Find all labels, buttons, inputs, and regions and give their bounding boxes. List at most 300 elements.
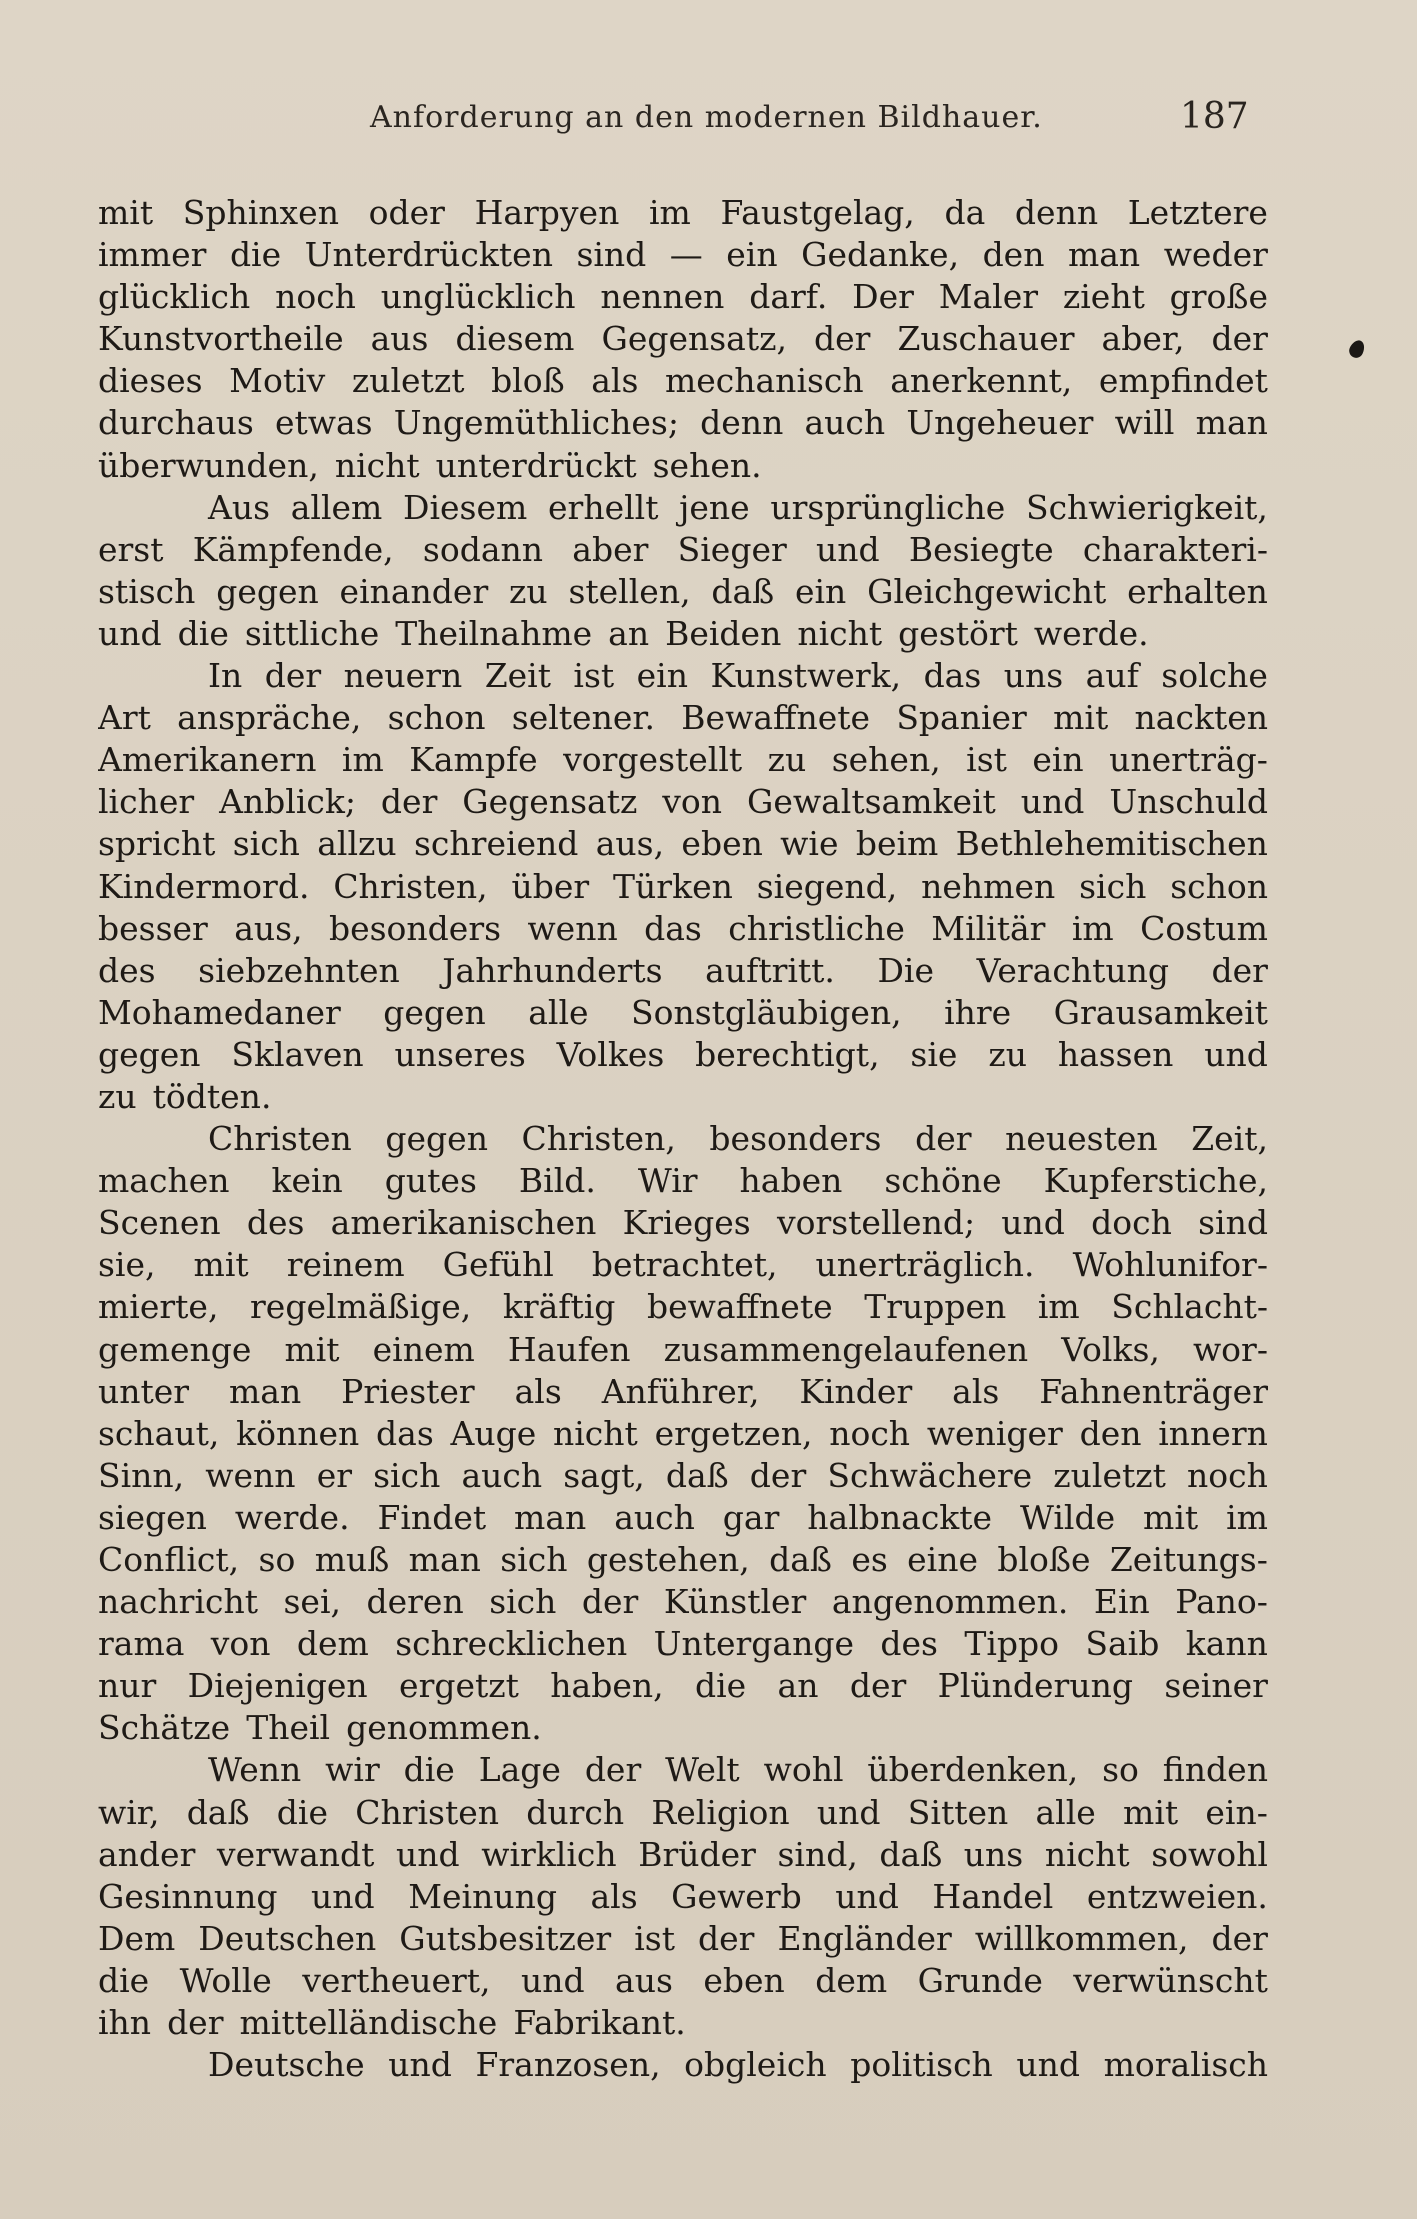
word: alle — [1035, 1792, 1096, 1832]
word: wenn — [527, 908, 618, 948]
word: bloße — [997, 1540, 1091, 1579]
text-line — [98, 1160, 1268, 1202]
word: Sieger — [677, 529, 787, 569]
word: Christen, — [521, 1119, 676, 1159]
text-line — [98, 1876, 1268, 1918]
word: sich — [373, 1455, 441, 1495]
word: neuesten — [1005, 1119, 1158, 1159]
word: daß — [665, 1455, 729, 1495]
word: ist — [573, 656, 615, 696]
word: Künstler — [663, 1582, 807, 1622]
word: und — [1001, 1203, 1065, 1243]
word: das — [923, 656, 982, 696]
word: mierte, — [98, 1287, 219, 1327]
text-line — [98, 823, 1268, 865]
word: Mohamedaner — [98, 992, 341, 1032]
word: siegen — [98, 1497, 207, 1537]
word: Sphinxen — [182, 193, 339, 232]
word: Ungemüthliches; — [393, 403, 679, 443]
word: gegen — [385, 1119, 488, 1159]
word: machen — [98, 1161, 230, 1201]
word: charakteri- — [1082, 529, 1268, 569]
word: das — [376, 1413, 434, 1453]
word: ander — [98, 1834, 196, 1874]
text-line — [98, 1665, 1268, 1707]
word: alle — [528, 992, 589, 1032]
word: mit — [1143, 1497, 1199, 1537]
word: zu — [767, 740, 807, 780]
word: Gedanke, — [801, 235, 960, 275]
word: Theilnahme — [395, 613, 593, 653]
text-line — [98, 1371, 1268, 1413]
text-line — [98, 1918, 1268, 1960]
word: zuletzt — [1053, 1455, 1166, 1495]
word: Beiden — [665, 613, 782, 653]
word: daß — [879, 1834, 943, 1874]
word: einander — [339, 571, 489, 611]
word: mit — [284, 1329, 340, 1369]
word: ist — [966, 740, 1007, 780]
running-head: Anforderung an den modernen Bildhauer. — [370, 100, 1043, 135]
text-line — [98, 1497, 1268, 1539]
word: Fahnenträger — [1039, 1371, 1268, 1411]
word: innern — [1158, 1413, 1268, 1453]
word: noch — [275, 277, 356, 317]
ink-blot — [1347, 338, 1367, 360]
word: Ein — [1093, 1582, 1150, 1622]
word: Saib — [1085, 1624, 1160, 1664]
word: sich — [232, 824, 300, 864]
word: erst — [98, 529, 164, 569]
text-line — [98, 1202, 1268, 1244]
word: Auge — [450, 1413, 537, 1453]
text-line — [98, 992, 1268, 1034]
word: Conflict, — [98, 1540, 240, 1579]
word: die — [177, 613, 229, 653]
word: mit — [98, 193, 154, 232]
word: Fabrikant. — [513, 2003, 686, 2043]
word: Engländer — [777, 1918, 952, 1958]
text-line — [98, 1329, 1268, 1371]
word: ihn — [98, 2003, 152, 2043]
word: Motiv — [229, 361, 326, 401]
word: über — [511, 866, 590, 906]
text-line — [98, 1455, 1268, 1497]
word: auch — [461, 1455, 543, 1495]
word: daß — [711, 571, 775, 611]
word: eben — [681, 824, 763, 864]
word: wenn — [205, 1455, 296, 1495]
word: weder — [1163, 235, 1268, 275]
word: Anführer, — [601, 1371, 760, 1411]
word: Sklaven — [231, 1034, 364, 1074]
word: im — [649, 193, 691, 232]
word: christliche — [728, 908, 905, 948]
word: Costum — [1140, 908, 1268, 948]
word: der — [749, 1455, 807, 1495]
word: sei, — [283, 1582, 341, 1622]
word: kein — [271, 1161, 343, 1201]
word: schöne — [884, 1161, 1002, 1201]
word: Zeit — [484, 656, 551, 696]
word: Tippo — [964, 1624, 1060, 1664]
word: Zeitungs- — [1109, 1540, 1268, 1579]
word: ein — [1032, 740, 1084, 780]
word: Plünderung — [937, 1666, 1133, 1706]
word: unterdrückt — [435, 445, 637, 485]
word: zu — [988, 1034, 1027, 1074]
word: vorstellend; — [776, 1203, 976, 1243]
word: große — [1169, 277, 1268, 317]
word: und — [311, 1876, 375, 1916]
word: gestehen, — [586, 1540, 750, 1579]
word: zu — [509, 571, 548, 611]
word: Untergange — [653, 1624, 855, 1664]
word: Kinder — [799, 1371, 913, 1411]
word: betrachtet, — [591, 1245, 778, 1285]
text-line — [98, 318, 1268, 360]
word: obgleich — [684, 2045, 827, 2085]
word: unter — [98, 1371, 190, 1411]
word: schreiend — [414, 824, 579, 864]
text-line — [98, 908, 1268, 950]
word: Amerikanern — [98, 740, 317, 780]
word: spricht — [98, 824, 216, 864]
word: Kindermord. — [98, 866, 310, 906]
word: der — [697, 1918, 755, 1958]
word: gemenge — [98, 1329, 252, 1369]
word: nicht — [1044, 1834, 1130, 1874]
text-line — [98, 487, 1268, 529]
text-line — [98, 1118, 1268, 1160]
word: Wenn — [208, 1750, 302, 1790]
word: nur — [98, 1666, 157, 1706]
word: muß — [314, 1540, 390, 1579]
word: Kupferstiche, — [1043, 1161, 1268, 1201]
word: den — [1079, 1413, 1142, 1453]
word: nachricht — [98, 1582, 258, 1622]
word: Schwächere — [827, 1455, 1033, 1495]
word: mechanisch — [664, 361, 864, 401]
word: Wilde — [1020, 1497, 1116, 1537]
word: bewaffnete — [647, 1287, 833, 1327]
word: schon — [387, 698, 486, 738]
word: zusammengelaufenen — [663, 1329, 1029, 1369]
text-line — [98, 655, 1268, 697]
word: im — [1226, 1497, 1268, 1537]
text-line — [98, 781, 1268, 823]
word: gar — [722, 1497, 780, 1537]
word: Diejenigen — [187, 1666, 368, 1706]
word: kräftig — [502, 1287, 616, 1327]
word: stisch — [98, 571, 196, 611]
word: will — [1114, 403, 1175, 443]
word: nicht — [553, 1413, 638, 1453]
word: aus, — [234, 908, 303, 948]
text-line — [98, 276, 1268, 318]
word: man — [408, 1540, 481, 1579]
text-line — [98, 950, 1268, 992]
word: als — [591, 361, 639, 401]
word: doch — [1091, 1203, 1172, 1243]
word: auch — [804, 403, 886, 443]
word: nicht — [334, 445, 420, 485]
word: darf. — [749, 277, 828, 317]
word: verwünscht — [1073, 1960, 1268, 2000]
word: durch — [526, 1792, 625, 1832]
word: Sonstgläubigen, — [631, 992, 902, 1032]
word: und — [1016, 2045, 1081, 2085]
word: durchaus — [98, 403, 254, 443]
word: reinem — [286, 1245, 405, 1285]
word: ihre — [944, 992, 1012, 1032]
word: Christen, — [333, 866, 488, 906]
word: der — [167, 2003, 224, 2043]
word: verwandt — [216, 1834, 375, 1874]
word: Ungeheuer — [906, 403, 1094, 443]
word: zieht — [1062, 277, 1145, 317]
word: Brüder — [638, 1834, 756, 1874]
word: noch — [1187, 1455, 1268, 1495]
word: amerikanischen — [330, 1203, 597, 1243]
word: der — [915, 1119, 972, 1159]
text-line — [98, 1034, 1268, 1076]
text-line — [98, 1707, 1268, 1749]
word: solche — [1161, 656, 1268, 696]
word: das — [644, 908, 702, 948]
word: Grausamkeit — [1053, 992, 1268, 1032]
word: sehen. — [652, 445, 762, 485]
text-line — [98, 1581, 1268, 1623]
word: Volkes — [556, 1034, 665, 1074]
word: Maler — [938, 277, 1039, 317]
word: Zuschauer — [897, 319, 1075, 359]
word: einem — [372, 1329, 475, 1369]
word: den — [982, 235, 1045, 275]
word: unglücklich — [380, 277, 576, 317]
word: gestört — [898, 613, 1018, 653]
word: uns — [1003, 656, 1064, 696]
word: diesem — [455, 319, 575, 359]
word: seltener. — [511, 698, 655, 738]
word: Gleichgewicht — [867, 571, 1107, 611]
text-line — [98, 1076, 1268, 1118]
word: genommen. — [346, 1708, 542, 1748]
word: stellen, — [568, 571, 691, 611]
word: berechtigt, — [695, 1034, 880, 1074]
word: an — [777, 1666, 819, 1706]
word: Besiegte — [908, 529, 1054, 569]
word: wirklich — [481, 1834, 617, 1874]
word: und — [388, 2045, 452, 2085]
word: Kunstvortheile — [98, 319, 344, 359]
word: deren — [366, 1582, 464, 1622]
word: ein — [794, 571, 847, 611]
word: Gewerb — [671, 1876, 802, 1916]
word: der — [584, 1750, 642, 1790]
word: Art — [98, 698, 151, 738]
word: an — [608, 613, 650, 653]
word: Truppen — [864, 1287, 1007, 1327]
word: sie, — [98, 1245, 156, 1285]
word: da — [944, 193, 986, 232]
word: sodann — [422, 529, 544, 569]
word: tödten. — [152, 1076, 272, 1116]
word: gegen — [216, 571, 319, 611]
word: Scenen — [98, 1203, 221, 1243]
word: Gefühl — [442, 1245, 554, 1285]
word: so — [1102, 1750, 1139, 1790]
text-line — [98, 445, 1268, 487]
word: Sinn, — [98, 1455, 185, 1495]
word: ein- — [1205, 1792, 1268, 1832]
word: Die — [877, 950, 935, 990]
word: Bethlehemitischen — [955, 824, 1268, 864]
word: man — [1067, 235, 1141, 275]
word: Franzosen, — [475, 2045, 661, 2085]
word: sind, — [777, 1834, 858, 1874]
word: überwunden, — [98, 445, 319, 485]
word: weniger — [926, 1413, 1063, 1453]
text-line — [98, 1960, 1268, 2002]
word: moralisch — [1103, 2045, 1268, 2085]
word: des — [246, 1203, 305, 1243]
word: nicht — [797, 613, 883, 653]
word: Religion — [651, 1792, 790, 1832]
word: willkommen, — [974, 1918, 1189, 1958]
word: nennen — [600, 277, 725, 317]
word: daß — [769, 1540, 832, 1579]
word: kann — [1185, 1624, 1268, 1664]
word: jene — [679, 487, 750, 527]
word: auf — [1085, 656, 1139, 696]
text-line — [98, 402, 1268, 444]
word: der — [814, 319, 871, 359]
word: der — [581, 1582, 639, 1622]
word: anspräche, — [177, 698, 362, 738]
word: haben — [739, 1161, 843, 1201]
word: Schlacht- — [1111, 1287, 1268, 1327]
word: unerträg- — [1109, 740, 1268, 780]
word: Unterdrückten — [304, 235, 553, 275]
word: besonders — [709, 1119, 882, 1159]
word: denn — [700, 403, 784, 443]
word: glücklich — [98, 277, 251, 317]
word: und — [816, 1792, 881, 1832]
word: Findet — [377, 1497, 487, 1537]
word: Meinung — [408, 1876, 557, 1916]
word: besonders — [328, 908, 502, 948]
text-line — [98, 1623, 1268, 1665]
word: seiner — [1164, 1666, 1268, 1706]
word: dieses — [98, 361, 203, 401]
word: Spanier — [896, 698, 1027, 738]
word: es — [851, 1540, 888, 1579]
text-line — [98, 1834, 1268, 1876]
word: sittliche — [244, 613, 380, 653]
word: dem — [296, 1624, 369, 1664]
word: allzu — [317, 824, 397, 864]
word: die — [694, 1666, 747, 1706]
word: Aus — [208, 487, 271, 527]
word: erhellt — [548, 487, 659, 527]
body-text — [98, 192, 1268, 2086]
word: vorgestellt — [563, 740, 743, 780]
word: er — [316, 1455, 352, 1495]
word: der — [1211, 950, 1268, 990]
word: und — [816, 529, 880, 569]
word: Volks, — [1061, 1329, 1160, 1369]
word: werde. — [234, 1497, 350, 1537]
word: die — [229, 235, 282, 275]
text-line — [98, 1413, 1268, 1455]
word: Christen — [355, 1792, 500, 1832]
word: uns — [963, 1834, 1024, 1874]
word: Schätze — [98, 1708, 231, 1748]
word: bloß — [491, 361, 565, 401]
word: der — [380, 782, 438, 822]
word: aus — [370, 319, 429, 359]
word: die — [403, 1750, 455, 1790]
word: Kunstwerk, — [710, 656, 902, 696]
text-line — [98, 360, 1268, 402]
word: Der — [852, 277, 914, 317]
word: im — [1037, 1287, 1080, 1327]
word: Theil — [246, 1708, 331, 1748]
word: sind — [576, 235, 647, 275]
word: mittelländische — [239, 2003, 498, 2043]
word: auch — [614, 1497, 695, 1537]
word: sie — [910, 1034, 958, 1074]
word: der — [1211, 1918, 1268, 1958]
word: Sitten — [907, 1792, 1009, 1832]
word: so — [258, 1540, 296, 1579]
word: Unschuld — [1109, 782, 1268, 822]
word: ein — [636, 656, 688, 696]
word: vertheuert, — [302, 1960, 491, 2000]
word: Christen — [208, 1119, 352, 1159]
word: Lage — [478, 1750, 561, 1790]
word: die — [276, 1792, 328, 1832]
word: ein — [726, 235, 778, 275]
word: der — [264, 656, 322, 696]
word: Pano- — [1175, 1582, 1268, 1622]
word: neuern — [343, 656, 463, 696]
word: gutes — [384, 1161, 477, 1201]
text-line — [98, 571, 1268, 613]
word: wie — [780, 824, 839, 864]
word: Wir — [637, 1161, 698, 1201]
word: — — [669, 235, 703, 275]
word: schaut, — [98, 1413, 220, 1453]
word: Wohlunifor- — [1072, 1245, 1268, 1285]
word: im — [341, 740, 384, 780]
word: Haufen — [507, 1329, 631, 1369]
word: besser — [98, 908, 208, 948]
text-line — [98, 1792, 1268, 1834]
word: beim — [855, 824, 939, 864]
word: Diesem — [403, 487, 528, 527]
word: sehen, — [831, 740, 941, 780]
word: noch — [829, 1413, 911, 1453]
word: Krieges — [622, 1203, 751, 1243]
word: eben — [703, 1960, 785, 2000]
word: erhalten — [1127, 571, 1268, 611]
word: überdenken, — [867, 1750, 1079, 1790]
word: wir, — [98, 1792, 160, 1832]
word: können — [236, 1413, 360, 1453]
word: und — [1204, 1034, 1268, 1074]
